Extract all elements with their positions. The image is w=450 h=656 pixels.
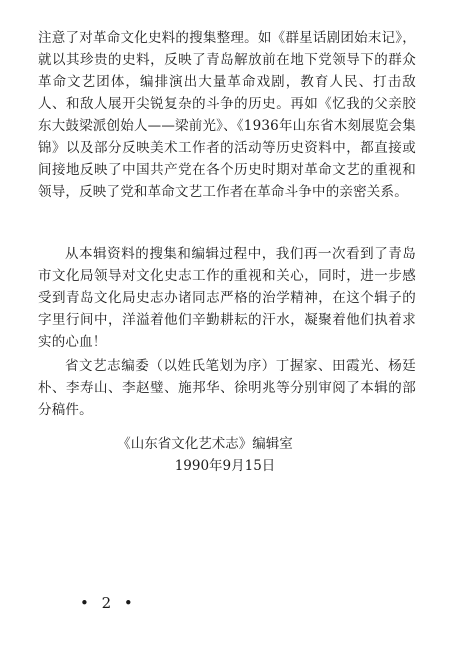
paragraph-reviewers: 省文艺志编委（以姓氏笔划为序）丁握家、田霞光、杨廷朴、李寿山、李赵璧、施邦华、徐明兆等分别审阅了本辑的部分稿件。 <box>38 358 416 418</box>
page-number: • 2 • <box>80 594 137 612</box>
signature-department: 《山东省文化艺术志》编辑室 <box>117 436 293 452</box>
paragraph-history-materials: 注意了对革命文化史料的搜集整理。如《群星话剧团始末记》，就以其珍贵的史料，反映了青岛解放前在地下党领导下的群众革命文艺团体，编排演出大量革命戏剧，教育人民、打击敌人、和敌人展开尖锐复杂的斗争的历史。再如《忆我的父亲胶东大鼓梁派创始人——梁前光》、《1936年山东省木刻展览会集锦》以及部分反映美术工作者的活动等历史资料中，都直接或间接地反映了中国共产党在各个历史时期对革命文艺的重视和领导，反映了党和革命文艺工作者在革命斗争中的亲密关系。 <box>38 30 416 200</box>
paragraph-acknowledgement: 从本辑资料的搜集和编辑过程中，我们再一次看到了青岛市文化局领导对文化史志工作的重视和关心，同时，进一步感受到青岛文化局史志办诸同志严格的治学精神，在这个辑子的字里行间中，洋溢着他们辛勤耕耘的汗水，凝聚着他们执着求实的心血！ <box>38 246 416 350</box>
signature-date: 1990年9月15日 <box>174 458 276 474</box>
